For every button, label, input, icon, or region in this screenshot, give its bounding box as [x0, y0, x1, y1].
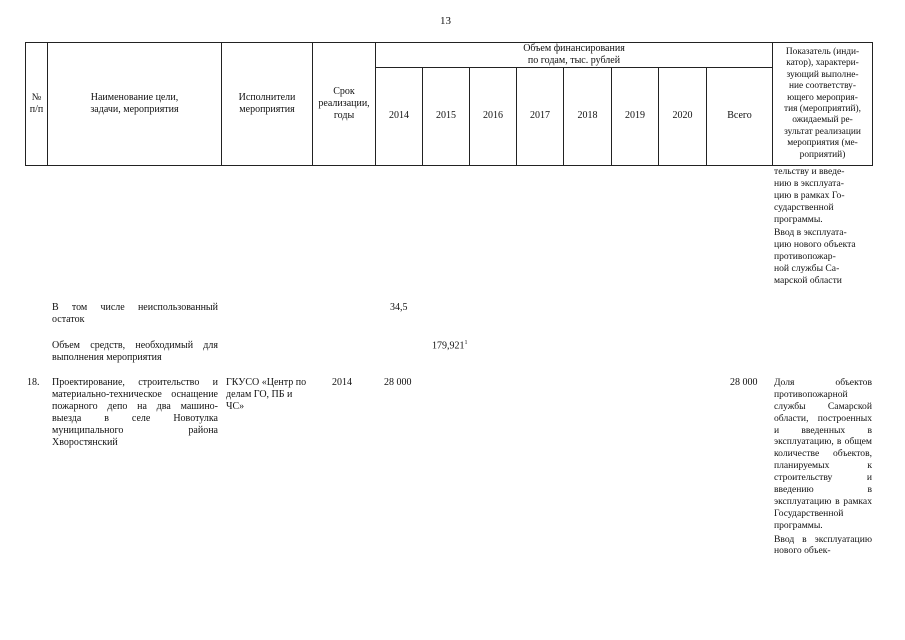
header-name: Наименование цели, задачи, мероприятия	[90, 91, 179, 115]
row-18-name: Проектирование, строительство и материально-техническое оснащение пожарного депо на два машино-выезда в селе Новотулка муниципального района Хворостянский	[52, 377, 218, 448]
header-year-2019: 2019	[625, 110, 645, 121]
row-18-indicator-text-1: Доля объектов противопожарной службы Самарской области, построенных и введенных в эксплуатацию, в общем количестве объектов, планируемых к строительству и введению в эксплуатацию в рамках Государственной программы.	[774, 377, 872, 531]
row-18-indicator	[774, 377, 872, 557]
continuation-text-1: тельству и введе- нию в эксплуата- цию в рамках Го- сударственной программы.	[774, 166, 845, 225]
row-18-2014: 28 000	[384, 377, 412, 388]
header-executors: Исполнители мероприятия	[238, 91, 296, 115]
header-year-2015: 2015	[436, 110, 456, 121]
header-year-2016: 2016	[483, 110, 503, 121]
header-year-2014: 2014	[389, 110, 409, 121]
header-indicator: Показатель (инди- катор), характери- зующий выполне- ние соответству- ющего мероприя- тия (мероприятий), ожидаемый ре- зультат реализации мероприятия (ме- роприятий)	[784, 46, 861, 160]
row-required-funds-name: Объем средств, необходимый для выполнения мероприятия	[52, 340, 218, 363]
continuation-text-2: Ввод в эксплуата- цию нового объекта противопожар- ной службы Са- марской области	[774, 227, 856, 287]
header-financing: Объем финансирования по годам, тыс. рублей	[523, 43, 625, 66]
row-18-total: 28 000	[730, 377, 758, 388]
row-18-term: 2014	[332, 377, 352, 388]
row-required-funds-2015: 179,921$^1$	[432, 340, 468, 352]
row-unused-remainder-2014: 34,5	[390, 302, 408, 313]
header-total: Всего	[727, 110, 752, 121]
indicator-continuation	[774, 166, 872, 287]
header-year-2017: 2017	[530, 110, 550, 121]
row-18-executor: ГКУСО «Центр по делам ГО, ПБ и ЧС»	[226, 377, 307, 412]
row-18-num: 18.	[27, 377, 40, 388]
header-year-2020: 2020	[672, 110, 693, 121]
row-18-indicator-text-2: Ввод в эксплуатацию нового объек-	[774, 533, 872, 557]
row-unused-remainder-name: В том числе неиспользованный остаток	[52, 302, 218, 325]
page-number: 13	[440, 15, 451, 27]
header-num: № п/п	[29, 91, 44, 115]
header-year-2018: 2018	[577, 110, 598, 121]
header-term: Срок реализации, годы	[318, 85, 370, 121]
